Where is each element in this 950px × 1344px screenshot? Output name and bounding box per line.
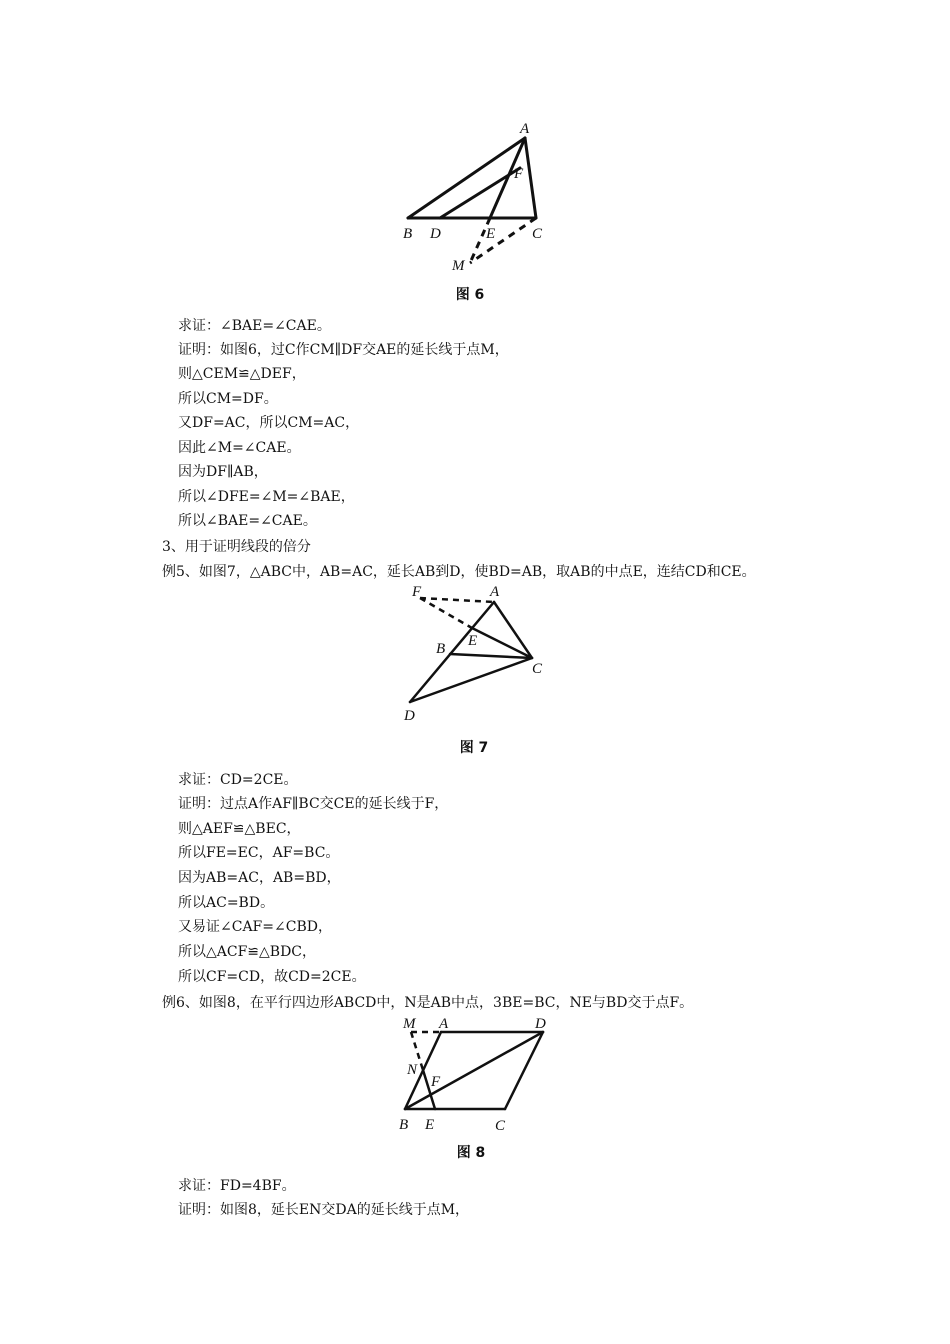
label-c: C	[495, 1118, 506, 1134]
label-n: N	[407, 1062, 418, 1078]
ex5-line-5: 因为AB=AC，AB=BD，	[178, 870, 341, 886]
ex4-line-8: 所以∠DFE=∠M=∠BAE，	[178, 489, 355, 505]
figure-6-caption: 图 6	[455, 287, 485, 303]
ex5-line-9: 所以CF=CD，故CD=2CE。	[178, 969, 366, 985]
figure-7-caption: 图 7	[459, 740, 489, 756]
label-b: B	[436, 641, 446, 657]
segment-fa	[420, 598, 494, 602]
label-a: A	[520, 121, 530, 137]
ex4-line-5: 又DF=AC，所以CM=AC，	[178, 415, 360, 431]
label-f: F	[412, 584, 422, 600]
ex5-statement: 例5、如图7，△ABC中，AB=AC，延长AB到D，使BD=AB，取AB的中点E，连结CD和CE。	[162, 564, 756, 580]
ex5-line-2: 证明：过点A作AF∥BC交CE的延长线于F，	[178, 796, 449, 812]
segment-ac	[525, 138, 536, 218]
label-c: C	[532, 226, 543, 242]
label-c: C	[532, 661, 543, 677]
ex4-line-7: 因为DF∥AB，	[178, 464, 268, 480]
ex5-line-4: 所以FE=EC，AF=BC。	[178, 845, 340, 861]
ex4-line-6: 因此∠M=∠CAE。	[178, 440, 301, 456]
ex4-line-3: 则△CEM≌△DEF，	[178, 366, 306, 382]
ex5-line-7: 又易证∠CAF=∠CBD，	[178, 919, 332, 935]
ex5-line-1: 求证：CD=2CE。	[178, 772, 298, 788]
ex6-statement: 例6、如图8，在平行四边形ABCD中，N是AB中点，3BE=BC，NE与BD交于点F。	[162, 995, 694, 1011]
label-d: D	[430, 226, 441, 242]
figure-7	[398, 584, 553, 729]
ex5-line-8: 所以△ACF≌△BDC，	[178, 944, 317, 960]
label-e: E	[425, 1117, 435, 1133]
ex4-line-4: 所以CM=DF。	[178, 391, 278, 407]
label-b: B	[399, 1117, 409, 1133]
segment-fe	[420, 598, 472, 628]
ex4-line-1: 求证：∠BAE=∠CAE。	[178, 318, 331, 334]
figure-6-diagram	[390, 118, 560, 280]
ex6-line-1: 求证：FD=4BF。	[178, 1178, 296, 1194]
label-m: M	[452, 258, 465, 274]
label-d: D	[404, 708, 415, 724]
label-f: F	[431, 1074, 441, 1090]
ex4-line-2: 证明：如图6，过C作CM∥DF交AE的延长线于点M，	[178, 342, 509, 358]
figure-7-diagram	[398, 584, 553, 729]
figure-6	[390, 118, 560, 280]
label-e: E	[486, 226, 496, 242]
segment-bc	[450, 654, 532, 658]
label-d: D	[535, 1016, 546, 1032]
figure-8-caption: 图 8	[456, 1145, 486, 1161]
ex5-line-6: 所以AC=BD。	[178, 895, 275, 911]
ex4-line-9: 所以∠BAE=∠CAE。	[178, 513, 317, 529]
segment-bd	[405, 1032, 543, 1109]
ex6-line-2: 证明：如图8，延长EN交DA的延长线于点M，	[178, 1202, 470, 1218]
figure-8-diagram	[395, 1012, 555, 1140]
label-m: M	[403, 1016, 416, 1032]
ex5-line-3: 则△AEF≌△BEC，	[178, 821, 301, 837]
figure-8	[395, 1012, 555, 1140]
segment-cm	[470, 218, 536, 263]
label-a: A	[490, 584, 500, 600]
label-e: E	[468, 633, 478, 649]
label-b: B	[403, 226, 413, 242]
label-a: A	[439, 1016, 449, 1032]
label-f: F	[514, 166, 524, 182]
section-3-heading: 3、用于证明线段的倍分	[162, 539, 311, 555]
